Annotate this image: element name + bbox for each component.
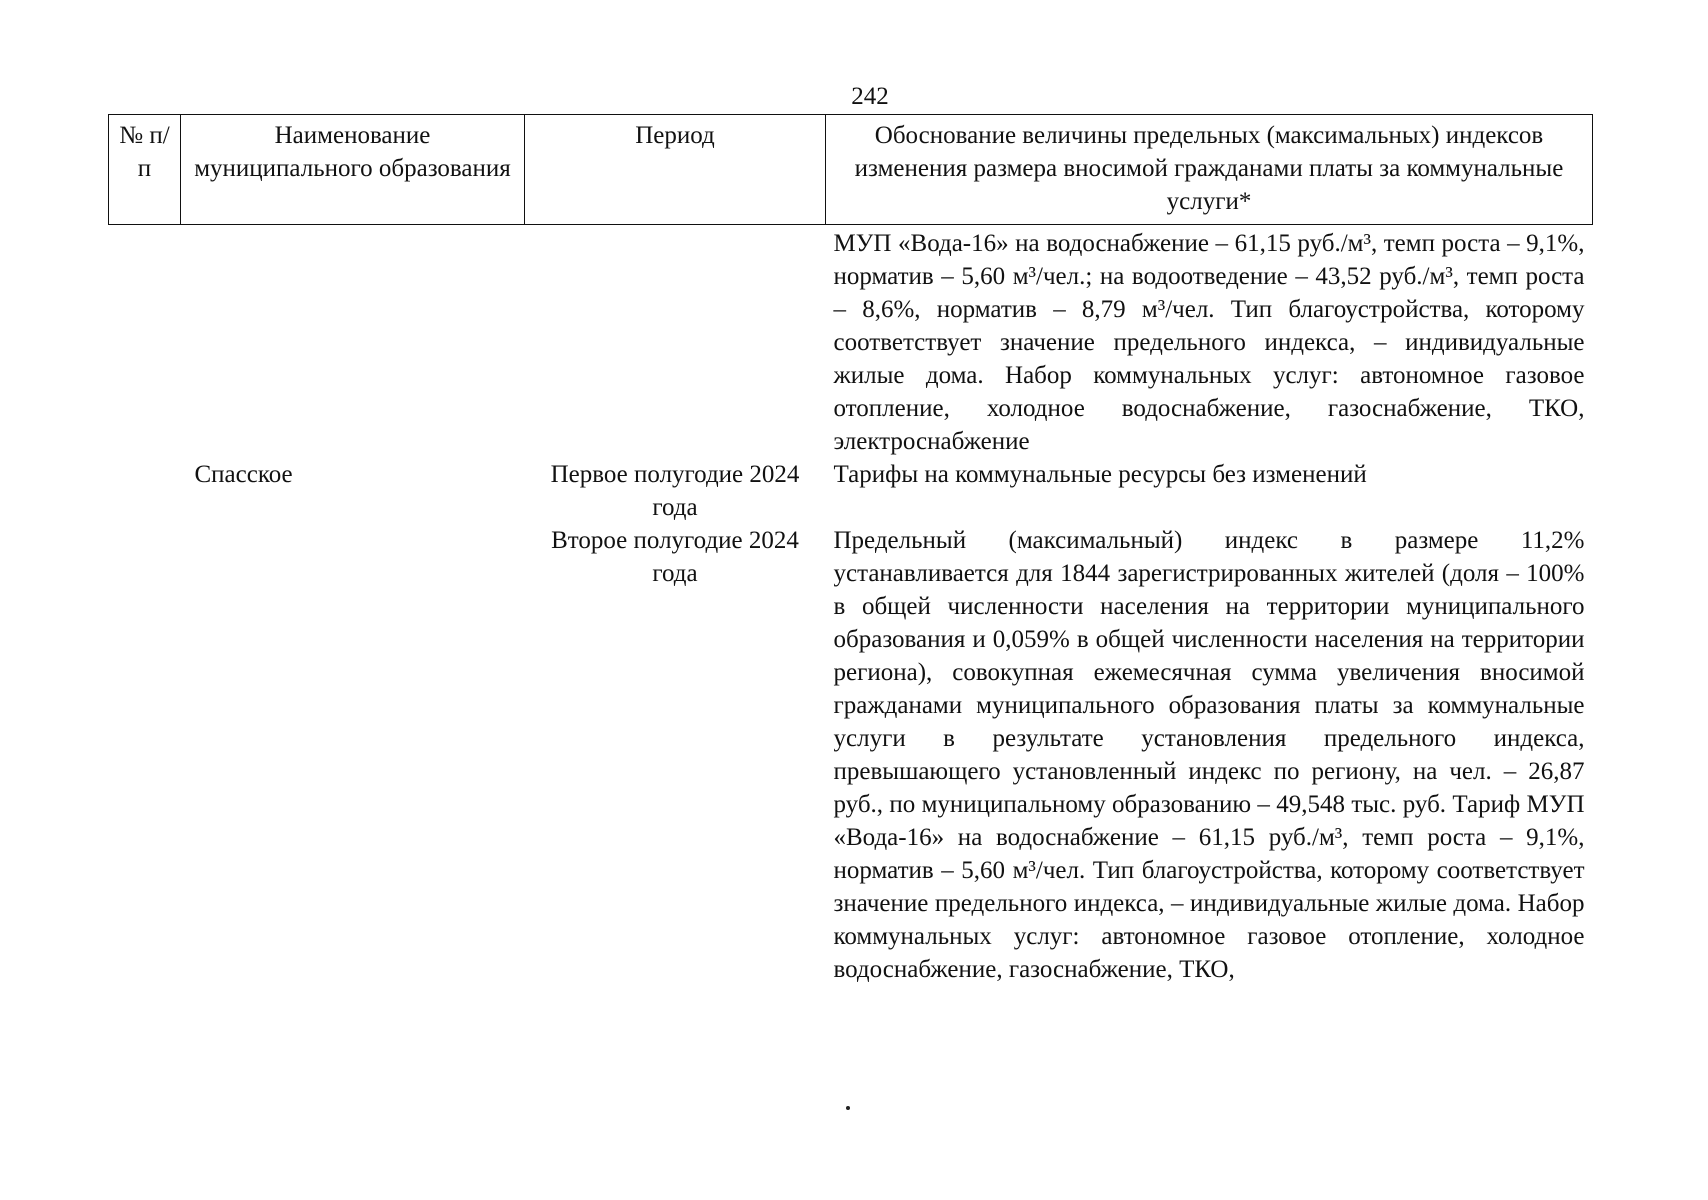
- table-row: [109, 524, 1593, 986]
- table-row: [109, 225, 1593, 459]
- page-number: 242: [851, 83, 889, 110]
- header-period: Период: [525, 115, 826, 225]
- municipality-name: Спасское: [194, 461, 293, 488]
- municipality-name: [181, 524, 525, 986]
- table-row: [109, 458, 1593, 524]
- header-basis: Обоснование величины предельных (максимальных) индексов изменения размера вносимой гражданами платы за коммунальные услуги*: [826, 115, 1593, 225]
- continuation-basis-text: МУП «Вода-16» на водоснабжение – 61,15 руб./м³, темп роста – 9,1%, норматив – 5,60 м³/чел.; на водоотведение – 43,52 руб./м³, темп роста – 8,6%, норматив – 8,79 м³/чел. Тип благоустройства, которому соответствует значение предельного индекса, – индивидуальные жилые дома. Набор коммунальных услуг: автономное газовое отопление, холодное водоснабжение, газоснабжение, ТКО, электроснабжение: [833, 230, 1585, 455]
- header-number: № п/п: [109, 115, 181, 225]
- period-cell: Второе полугодие 2024 года: [551, 527, 799, 587]
- basis-cell: Тарифы на коммунальные ресурсы без изменений: [833, 461, 1367, 488]
- table-header: [109, 115, 1593, 225]
- tariff-table: [108, 114, 1593, 986]
- scan-mark: [846, 1106, 850, 1110]
- basis-cell: Предельный (максимальный) индекс в размере 11,2% устанавливается для 1844 зарегистрированных жителей (доля – 100% в общей численности населения на территории муниципального образования и 0,059% в общей численности населения на территории региона), совокупная ежемесячная сумма увеличения вносимой гражданами муниципального образования платы за коммунальные услуги в результате установления предельного индекса, превышающего установленный индекс по региону, на чел. – 26,87 руб., по муниципальному образованию – 49,548 тыс. руб. Тариф МУП «Вода-16» на водоснабжение – 61,15 руб./м³, темп роста – 9,1%, норматив – 5,60 м³/чел. Тип благоустройства, которому соответствует значение предельного индекса, – индивидуальные жилые дома. Набор коммунальных услуг: автономное газовое отопление, холодное водоснабжение, газоснабжение, ТКО,: [833, 527, 1585, 983]
- header-municipality: Наименование муниципального образования: [181, 115, 525, 225]
- period-cell: Первое полугодие 2024 года: [550, 461, 800, 521]
